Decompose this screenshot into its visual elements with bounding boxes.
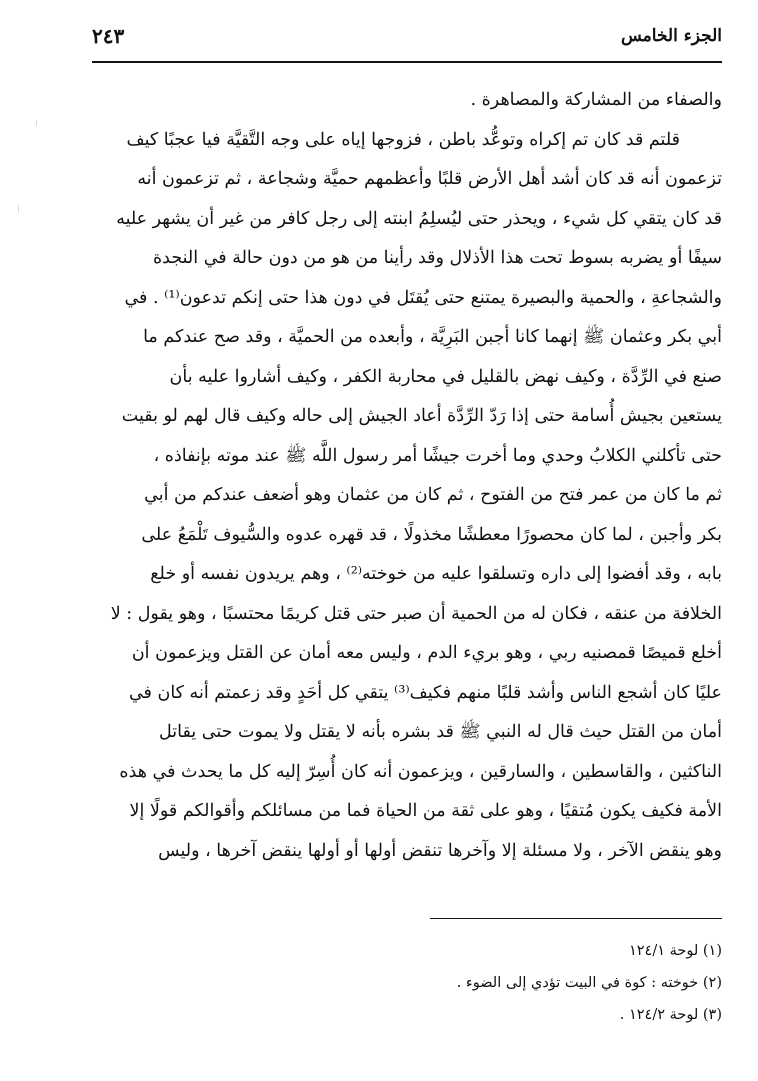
text-line: أمان من القتل حيث قال له النبي ﷺ قد بشره بأنه لا يقتل ولا يموت حتى يقاتل bbox=[159, 722, 722, 742]
text-line: حتى تأكلني الكلابُ وحدي وما أخرت جيشًا أمر رسول اللَّه ﷺ عند موته بإنفاذه ، bbox=[153, 445, 722, 466]
footnote-1: (١) لوحة ١٢٤/١ bbox=[628, 943, 722, 959]
scan-margin-mark bbox=[36, 120, 37, 126]
text-line: بابه ، وقد أفضوا إلى داره وتسلقوا عليه من خوخته⁽²⁾ ، وهم يريدون نفسه أو خلع bbox=[150, 564, 722, 584]
scan-margin-mark bbox=[18, 205, 19, 213]
text-line: أخلع قميصًا قمصنيه ربي ، وهو بريء الدم ، وليس معه أمان عن القتل ويزعمون أن bbox=[131, 643, 722, 663]
text-line: الخلافة من عنقه ، فكان له من الحمية أن صبر حتى قتل كريمًا محتسبًا ، وهو يقول : لا bbox=[110, 603, 722, 624]
footnote-rule bbox=[430, 918, 722, 919]
text-line: الناكثين ، والقاسطين ، والسارقين ، ويزعمون أنه كان أُسِرّ إليه كل ما يحدث في هذه bbox=[119, 761, 722, 782]
text-line: أبي بكر وعثمان ﷺ إنهما كانا أجبن البَرِيَّة ، وأبعده من الحميَّة ، وقد صح عندكم ما bbox=[143, 327, 722, 347]
running-title: الجزء الخامس bbox=[620, 26, 722, 46]
text-line: الأمة فكيف يكون مُتقيًا ، وهو على ثقة من الحياة فما من مسائلكم وأقوالكم قولًا إلا bbox=[129, 801, 722, 821]
text-line: بكر وأجبن ، لما كان محصورًا معطشًا مخذولًا ، قد قهره عدوه والسُّيوف تَلْمَعُ على bbox=[141, 524, 722, 545]
footnotes bbox=[98, 935, 722, 1031]
text-line: سيفًا أو يضربه بسوط تحت هذا الأذلال وقد رأينا من هو من دون حالة في النجدة bbox=[153, 248, 722, 268]
text-line: عليًا كان أشجع الناس وأشد قلبًا منهم فكيف⁽³⁾ يتقي كل أحَدٍ وقد زعمتم أنه كان في bbox=[128, 682, 722, 703]
text-line: ثم ما كان من عمر فتح من الفتوح ، ثم كان من عثمان وهو أضعف عندكم من أبي bbox=[144, 485, 722, 505]
text-line: والصفاء من المشاركة والمصاهرة . bbox=[470, 90, 722, 110]
text-line: وهو ينقض الآخر ، ولا مسئلة إلا وآخرها تنقض أولها أو أولها ينقض آخرها ، وليس bbox=[158, 840, 722, 861]
page-header bbox=[92, 22, 722, 58]
main-text bbox=[98, 81, 722, 871]
text-line: صنع في الرِّدَّة ، وكيف نهض بالقليل في محاربة الكفر ، وكيف أشاروا عليه بأن bbox=[169, 366, 722, 387]
text-line: والشجاعةِ ، والحمية والبصيرة يمتنع حتى يُقتَل في دون هذا حتى إنكم تدعون⁽¹⁾ . في bbox=[124, 287, 722, 308]
footnote-2: (٢) خوخته : كوة في البيت تؤدي إلى الضوء . bbox=[456, 975, 722, 991]
text-line: تزعمون أنه قد كان أشد أهل الأرض قلبًا وأعظمهم حميَّة وشجاعة ، ثم تزعمون أنه bbox=[137, 169, 722, 189]
text-line: قلتم قد كان تم إكراه وتوعُّد باطن ، فزوجها إياه على وجه التَّقيَّة فيا عجبًا كيف bbox=[126, 129, 680, 150]
text-line: قد كان يتقي كل شيء ، ويحذر حتى ليُسلِمُ ابنته إلى رجل كافر من غير أن يشهر عليه bbox=[116, 208, 722, 229]
text-line: يستعين بجيش أُسامة حتى إذا رَدّ الرِّدَّة أعاد الجيش إلى حاله وكيف قال لهم لو بقيت bbox=[121, 406, 722, 426]
footnote-3: (٣) لوحة ١٢٤/٢ . bbox=[619, 1007, 722, 1023]
header-rule bbox=[92, 61, 722, 63]
page-number: ٢٤٣ bbox=[92, 24, 125, 48]
